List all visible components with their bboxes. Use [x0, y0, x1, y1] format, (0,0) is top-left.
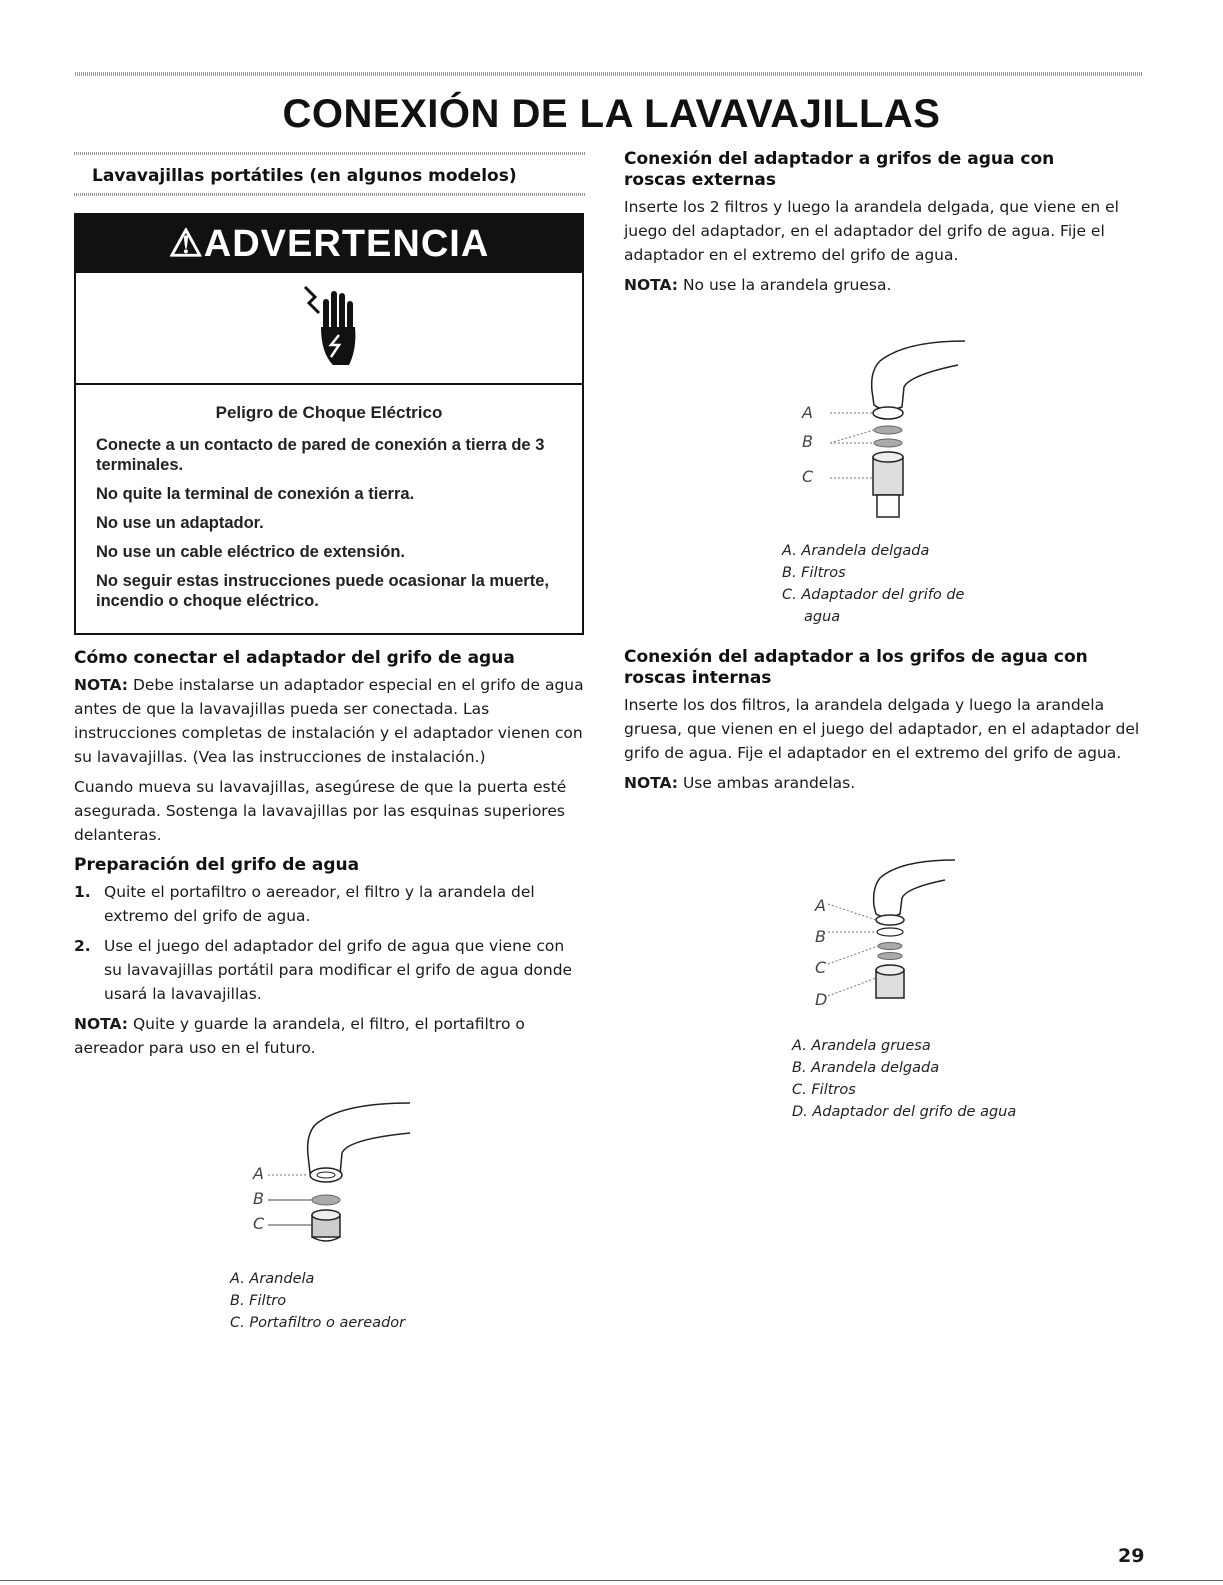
- page-number: 29: [1118, 1545, 1145, 1567]
- warning-lines: [96, 435, 566, 620]
- caption-line: B. Filtros: [782, 565, 846, 581]
- connect-heading: Cómo conectar el adaptador del grifo de agua: [74, 648, 515, 668]
- internal-paragraph: Inserte los dos filtros, la arandela delgada y luego la arandela gruesa, que vienen en el juego del adaptador, en el adaptador del grifo de agua. Fije el adaptador en el extremo del grifo de agua.: [624, 696, 1140, 762]
- caption-line: C. Adaptador del grifo de: [782, 587, 965, 603]
- external-section: [624, 149, 1144, 303]
- connect-body: [74, 673, 586, 847]
- note-text: Debe instalarse un adaptador especial en el grifo de agua antes de que la lavavajillas pueda ser conectada. Las instrucciones completas de instalación y el adaptador vienen con su lavavajillas. (Vea las instrucciones de instalación.): [74, 676, 584, 766]
- note-text: Quite y guarde la arandela, el filtro, el portafiltro o aereador para uso en el futuro.: [74, 1015, 525, 1057]
- warning-box: [74, 213, 584, 635]
- prep-note: [74, 1012, 586, 1060]
- internal-section: [624, 647, 1144, 801]
- warning-line: Conecte a un contacto de pared de conexión a tierra de 3 terminales.: [96, 436, 545, 474]
- external-body: [624, 195, 1144, 297]
- figure-caption: [792, 1035, 1016, 1123]
- figure-label: A: [253, 1164, 264, 1183]
- internal-heading-line: roscas internas: [624, 668, 772, 688]
- list-item: [74, 934, 586, 1006]
- figure-label: B: [253, 1189, 264, 1208]
- prep-steps: [74, 880, 586, 1006]
- caption-line: A. Arandela delgada: [782, 543, 930, 559]
- warning-line: No use un cable eléctrico de extensión.: [96, 543, 406, 561]
- step-text: Use el juego del adaptador del grifo de agua que viene con su lavavajillas portátil para modificar el grifo de agua donde usará la lavavajillas.: [104, 937, 573, 1003]
- external-paragraph: Inserte los 2 filtros y luego la arandela delgada, que viene en el juego del adaptador, en el adaptador del grifo de agua. Fije el adaptador en el extremo del grifo de agua.: [624, 198, 1119, 264]
- figure-label: B: [802, 432, 813, 451]
- warning-line: No quite la terminal de conexión a tierra.: [96, 485, 415, 503]
- caption-line: D. Adaptador del grifo de agua: [792, 1104, 1017, 1120]
- note-label: NOTA:: [74, 676, 129, 694]
- step-text: Quite el portafiltro o aereador, el filtro y la arandela del extremo del grifo de agua.: [104, 883, 535, 925]
- external-heading-line: Conexión del adaptador a grifos de agua con: [624, 149, 1055, 169]
- figure-caption: [230, 1268, 405, 1334]
- warning-line: No use un adaptador.: [96, 514, 264, 532]
- figure-label: B: [815, 927, 826, 946]
- section-rule-bottom: [74, 193, 586, 196]
- faucet-external-threads-diagram: [810, 335, 980, 525]
- prep-body: [74, 880, 586, 1060]
- warning-triangle-icon: ⚠: [168, 223, 204, 265]
- internal-body: [624, 693, 1144, 795]
- figure-label: D: [815, 990, 828, 1009]
- figure-label: C: [802, 467, 814, 486]
- note-label: NOTA:: [624, 276, 679, 294]
- caption-line: A. Arandela: [230, 1271, 315, 1287]
- connect-section: [74, 648, 586, 1066]
- faucet-aerator-diagram: [240, 1095, 430, 1260]
- note-text: No use la arandela gruesa.: [678, 276, 892, 294]
- connect-paragraph: Cuando mueva su lavavajillas, asegúrese de que la puerta esté asegurada. Sostenga la lavavajillas por las esquinas superiores delanteras.: [74, 778, 567, 844]
- note-text: Use ambas arandelas.: [678, 774, 856, 792]
- internal-note: [624, 771, 1144, 795]
- caption-line: A. Arandela gruesa: [792, 1038, 931, 1054]
- external-heading-line: roscas externas: [624, 170, 776, 190]
- warning-title: ADVERTENCIA: [203, 223, 490, 265]
- external-heading: [624, 149, 1144, 191]
- list-item: [74, 880, 586, 928]
- connect-note: [74, 673, 586, 769]
- bottom-rule: [0, 1580, 1223, 1581]
- electric-shock-hand-icon: [301, 283, 363, 373]
- caption-line: C. Filtros: [792, 1082, 856, 1098]
- caption-line: agua: [804, 609, 841, 625]
- caption-line: B. Filtro: [230, 1293, 287, 1309]
- warning-subtitle: Peligro de Choque Eléctrico: [215, 403, 443, 422]
- external-note: [624, 273, 1144, 297]
- caption-line: C. Portafiltro o aereador: [230, 1315, 406, 1331]
- figure-label: C: [815, 958, 827, 977]
- figure-label: A: [815, 896, 826, 915]
- note-label: NOTA:: [74, 1015, 129, 1033]
- figure-label: A: [802, 403, 813, 422]
- section-rule-top: [74, 152, 586, 155]
- figure-label: C: [253, 1214, 265, 1233]
- internal-heading-line: Conexión del adaptador a los grifos de agua con: [624, 647, 1088, 667]
- top-rule: [75, 72, 1143, 76]
- warning-line: No seguir estas instrucciones puede ocasionar la muerte, incendio o choque eléctrico.: [96, 572, 549, 610]
- page-title: CONEXIÓN DE LA LAVAVAJILLAS: [282, 92, 941, 136]
- caption-line: B. Arandela delgada: [792, 1060, 940, 1076]
- figure-caption: [782, 540, 964, 628]
- warning-header: [76, 215, 582, 273]
- internal-heading: [624, 647, 1144, 689]
- prep-heading: Preparación del grifo de agua: [74, 855, 360, 875]
- step-number: 2.: [74, 937, 91, 955]
- step-number: 1.: [74, 883, 91, 901]
- warning-divider: [76, 383, 582, 385]
- note-label: NOTA:: [624, 774, 679, 792]
- section-title: Lavavajillas portátiles (en algunos modelos): [92, 166, 517, 186]
